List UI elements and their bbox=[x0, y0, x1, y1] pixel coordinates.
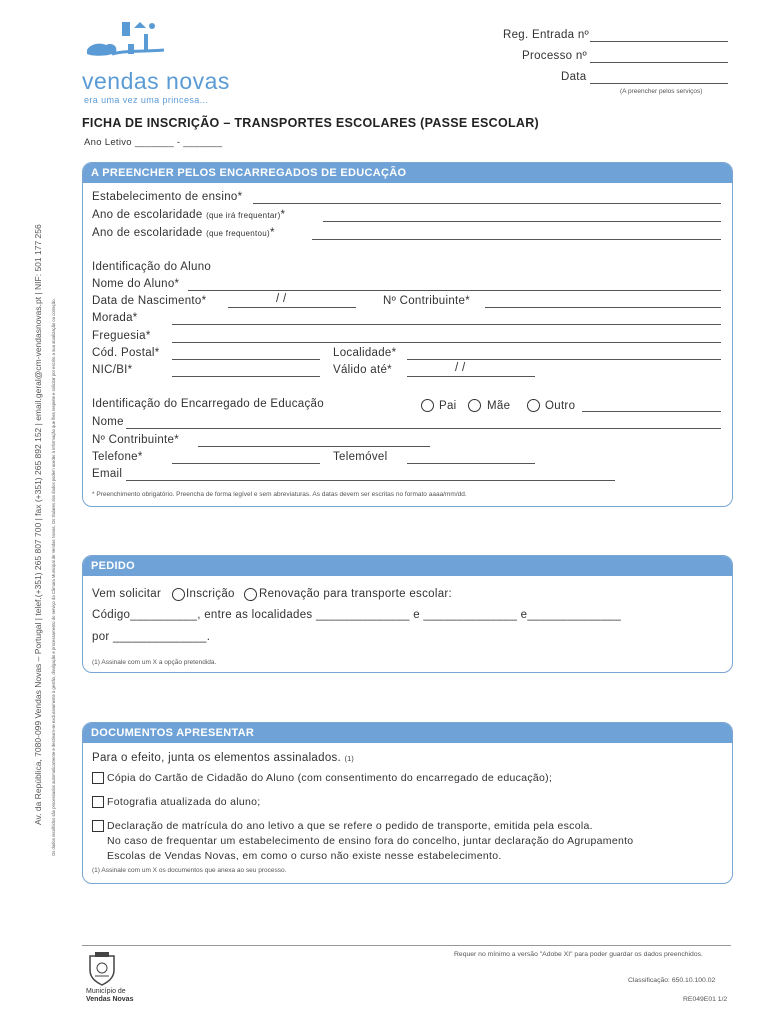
nome-aluno-field[interactable] bbox=[188, 290, 721, 291]
por-line[interactable]: por ______________. bbox=[92, 631, 211, 643]
doc3-label-line1: Declaração de matrícula do ano letivo a que se refere o pedido de transporte, emitida pela escola. bbox=[107, 820, 593, 832]
valido-ate-slashes: / / bbox=[455, 362, 466, 374]
ano-escolaridade-frequentou-label: Ano de escolaridade (que frequentou)* bbox=[92, 227, 275, 239]
data-nascimento-field[interactable] bbox=[228, 307, 356, 308]
footer-divider bbox=[82, 945, 731, 946]
pai-label: Pai bbox=[439, 400, 457, 412]
telemovel-field[interactable] bbox=[407, 463, 535, 464]
telefone-field[interactable] bbox=[172, 463, 320, 464]
inscricao-label: Inscrição bbox=[186, 588, 235, 600]
doc2-label: Fotografia atualizada do aluno; bbox=[107, 796, 261, 808]
enc-contribuinte-field[interactable] bbox=[198, 446, 430, 447]
mae-label: Mãe bbox=[487, 400, 511, 412]
section1-footnote: * Preenchimento obrigatório. Preencha de forma legível e sem abreviaturas. As datas devem ser escritas no formato aaaa/mm/dd. bbox=[92, 491, 467, 498]
data-field[interactable] bbox=[590, 83, 728, 84]
codigo-line[interactable]: Código__________, entre as localidades ______________ e ______________ e______________ bbox=[92, 609, 622, 621]
renovacao-radio[interactable] bbox=[244, 588, 257, 601]
ano-escolaridade-frequentou-field[interactable] bbox=[312, 239, 721, 240]
form-title: FICHA DE INSCRIÇÃO – TRANSPORTES ESCOLARES (PASSE ESCOLAR) bbox=[82, 116, 540, 130]
documentos-intro: Para o efeito, junta os elementos assinalados. (1) bbox=[92, 752, 355, 764]
doc3-label-line3: Escolas de Vendas Novas, em como o curso não existe nesse estabelecimento. bbox=[107, 850, 502, 862]
municipio-label: Município de bbox=[86, 988, 126, 995]
estabelecimento-field[interactable] bbox=[253, 203, 721, 204]
morada-label: Morada* bbox=[92, 312, 138, 324]
mae-radio[interactable] bbox=[468, 399, 481, 412]
aluno-contribuinte-field[interactable] bbox=[485, 307, 721, 308]
inscricao-radio[interactable] bbox=[172, 588, 185, 601]
data-label: Data bbox=[561, 71, 587, 83]
renovacao-label: Renovação para transporte escolar: bbox=[259, 588, 453, 600]
document-code: RE049E01 1/2 bbox=[683, 996, 728, 1003]
processo-label: Processo nº bbox=[522, 50, 588, 62]
localidade-field[interactable] bbox=[407, 359, 721, 360]
doc1-checkbox[interactable] bbox=[92, 772, 104, 784]
adobe-note: Requer no mínimo a versão "Adobe XI" para poder guardar os dados preenchidos. bbox=[454, 951, 703, 958]
nic-bi-field[interactable] bbox=[172, 376, 320, 377]
section3-footnote: (1) Assinale com um X os documentos que anexa ao seu processo. bbox=[92, 867, 287, 874]
data-nascimento-slashes: / / bbox=[276, 293, 287, 305]
ano-escolaridade-frequentar-label: Ano de escolaridade (que irá frequentar)* bbox=[92, 209, 286, 221]
nome-aluno-label: Nome do Aluno* bbox=[92, 278, 180, 290]
vem-solicitar-label: Vem solicitar bbox=[92, 588, 162, 600]
classificacao: Classificação: 650.10.100.02 bbox=[628, 977, 716, 984]
nic-bi-label: NIC/BI* bbox=[92, 364, 133, 376]
telefone-label: Telefone* bbox=[92, 451, 143, 463]
vendas-novas-label: Vendas Novas bbox=[86, 996, 134, 1003]
enc-nome-field[interactable] bbox=[126, 428, 721, 429]
encarregado-section-title: Identificação do Encarregado de Educação bbox=[92, 398, 324, 410]
morada-field[interactable] bbox=[172, 324, 721, 325]
reg-entrada-field[interactable] bbox=[590, 41, 728, 42]
estabelecimento-label: Estabelecimento de ensino* bbox=[92, 191, 243, 203]
outro-label: Outro bbox=[545, 400, 576, 412]
privacy-side-text: Os dados recolhidos são processados automaticamente e destinam-se exclusivamente à gestão, divulgação e processamento do serviço da Câmara Municipal de Vendas Novas. Os titulares dos dados podem aceder à informação que lhes respeite e solicitar por escrito a sua atualização ou correção. bbox=[51, 298, 56, 856]
enc-nome-label: Nome bbox=[92, 416, 124, 428]
vendas-novas-logo-icon bbox=[82, 14, 172, 72]
aluno-contribuinte-label: Nº Contribuinte* bbox=[383, 295, 470, 307]
tagline: era uma vez uma princesa... bbox=[84, 95, 209, 105]
logo bbox=[82, 14, 242, 74]
doc3-label-line2: No caso de frequentar um estabelecimento de ensino fora do concelho, juntar declaração do Agrupamento bbox=[107, 835, 634, 847]
enc-contribuinte-label: Nº Contribuinte* bbox=[92, 434, 179, 446]
section2-footnote: (1) Assinale com um X a opção pretendida. bbox=[92, 659, 217, 666]
ano-escolaridade-frequentar-field[interactable] bbox=[323, 221, 721, 222]
section-documentos-header: DOCUMENTOS APRESENTAR bbox=[83, 723, 732, 743]
pai-radio[interactable] bbox=[421, 399, 434, 412]
aluno-section-title: Identificação do Aluno bbox=[92, 261, 212, 273]
logo-text: vendas novas bbox=[82, 68, 230, 94]
data-nascimento-label: Data de Nascimento* bbox=[92, 295, 207, 307]
municipality-seal-icon bbox=[87, 952, 117, 991]
doc1-label: Cópia do Cartão de Cidadão do Aluno (com consentimento do encarregado de educação); bbox=[107, 772, 553, 784]
outro-radio[interactable] bbox=[527, 399, 540, 412]
localidade-label: Localidade* bbox=[333, 347, 397, 359]
section-pedido-header: PEDIDO bbox=[83, 556, 732, 576]
freguesia-field[interactable] bbox=[172, 342, 721, 343]
freguesia-label: Freguesia* bbox=[92, 330, 151, 342]
email-label: Email bbox=[92, 468, 123, 480]
services-note: (A preencher pelos serviços) bbox=[620, 88, 703, 95]
processo-field[interactable] bbox=[590, 62, 728, 63]
ano-letivo: Ano Letivo _______ - _______ bbox=[84, 137, 223, 148]
telemovel-label: Telemóvel bbox=[333, 451, 388, 463]
address-side-text: Av. da República, 7080-099 Vendas Novas – Portugal | telef.(+351) 265 807 700 | fax (+351) 265 892 152 | email.geral@cm-vendasnovas.pt | NIF: 501 177 256 bbox=[33, 224, 43, 825]
email-field[interactable] bbox=[126, 480, 615, 481]
valido-ate-field[interactable] bbox=[407, 376, 535, 377]
reg-entrada-label: Reg. Entrada nº bbox=[503, 29, 590, 41]
outro-field[interactable] bbox=[582, 411, 721, 412]
cod-postal-label: Cód. Postal* bbox=[92, 347, 160, 359]
valido-ate-label: Válido até* bbox=[333, 364, 392, 376]
doc2-checkbox[interactable] bbox=[92, 796, 104, 808]
section-encarregados-header: A PREENCHER PELOS ENCARREGADOS DE EDUCAÇÃO bbox=[83, 163, 732, 183]
doc3-checkbox[interactable] bbox=[92, 820, 104, 832]
cod-postal-field[interactable] bbox=[172, 359, 320, 360]
